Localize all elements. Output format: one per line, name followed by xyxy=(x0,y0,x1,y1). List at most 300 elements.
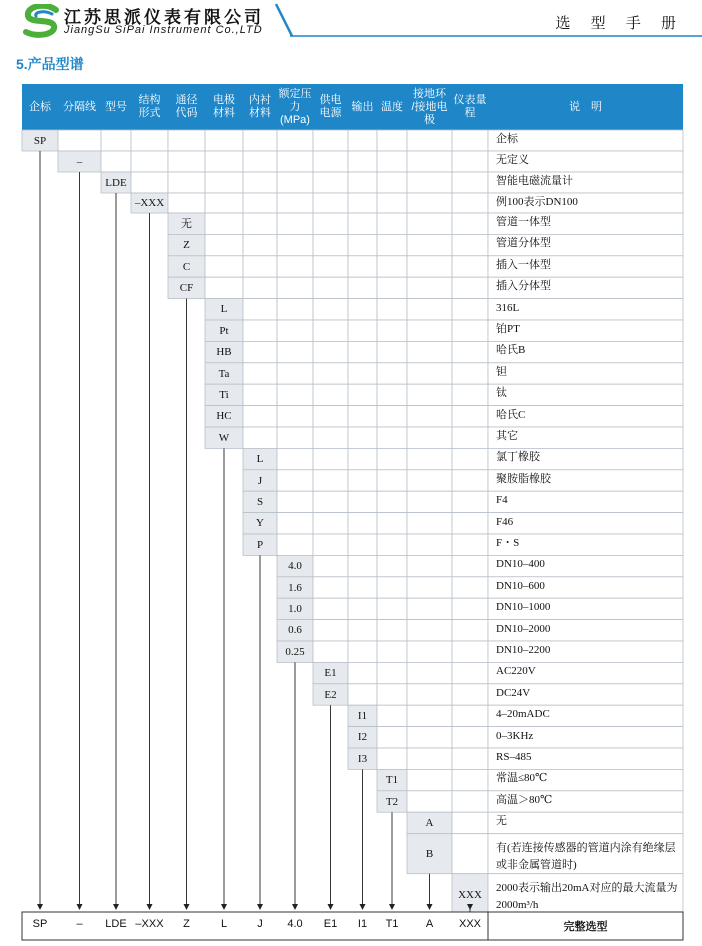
grid-cell xyxy=(277,427,313,448)
grid-cell xyxy=(377,256,407,277)
grid-cell xyxy=(452,193,488,213)
grid-cell xyxy=(348,491,377,512)
grid-cell xyxy=(377,684,407,705)
grid-cell xyxy=(377,748,407,769)
grid-cell xyxy=(377,534,407,555)
grid-cell xyxy=(313,256,348,277)
row-description: F4 xyxy=(496,494,508,507)
grid-cell xyxy=(313,193,348,213)
grid-cell xyxy=(407,172,452,193)
grid-cell xyxy=(377,598,407,619)
arrow-head-icon xyxy=(77,904,83,910)
grid-cell xyxy=(377,406,407,427)
summary-code: LDE xyxy=(105,918,127,930)
summary-code: – xyxy=(76,918,83,930)
grid-cell xyxy=(377,213,407,234)
row-code: 无 xyxy=(181,217,192,230)
grid-cell xyxy=(407,513,452,534)
row-description: 智能电磁流量计 xyxy=(496,175,573,187)
grid-cell xyxy=(407,705,452,726)
row-code: 0.6 xyxy=(288,624,302,637)
row-code: Y xyxy=(256,517,264,530)
arrow-head-icon xyxy=(360,904,366,910)
grid-cell xyxy=(452,363,488,384)
header-cell-4: 通径 代码 xyxy=(175,94,198,119)
grid-cell xyxy=(348,684,377,705)
row-description: RS–485 xyxy=(496,751,532,763)
grid-cell xyxy=(277,213,313,234)
summary-code: SP xyxy=(32,918,48,930)
grid-cell xyxy=(377,299,407,320)
grid-cell xyxy=(348,130,377,151)
row-description: 无定义 xyxy=(496,154,529,166)
header-cell-5: 电极 材料 xyxy=(213,94,235,119)
header-cell-13: 说 明 xyxy=(569,100,602,113)
grid-cell xyxy=(452,448,488,469)
grid-cell xyxy=(313,277,348,298)
grid-cell xyxy=(313,427,348,448)
grid-cell xyxy=(277,534,313,555)
summary-code: T1 xyxy=(385,918,399,930)
grid-cell xyxy=(277,406,313,427)
header-cell-12: 仪表量 程 xyxy=(453,94,487,119)
grid-cell xyxy=(313,534,348,555)
grid-cell xyxy=(348,277,377,298)
grid-cell xyxy=(243,193,277,213)
grid-cell xyxy=(377,193,407,213)
row-description: 其它 xyxy=(496,430,518,442)
arrow-head-icon xyxy=(389,904,395,910)
grid-cell xyxy=(407,534,452,555)
grid-cell xyxy=(452,277,488,298)
grid-cell xyxy=(313,641,348,662)
grid-cell xyxy=(407,470,452,491)
grid-cell xyxy=(452,130,488,151)
grid-cell xyxy=(377,130,407,151)
arrow-head-icon xyxy=(37,904,43,910)
grid-cell xyxy=(243,151,277,172)
grid-cell xyxy=(313,341,348,362)
summary-label: 完整选型 xyxy=(563,921,608,933)
row-description: DN10–1000 xyxy=(496,601,551,614)
grid-cell xyxy=(377,577,407,598)
row-description: 插入一体型 xyxy=(496,258,551,271)
grid-cell xyxy=(452,662,488,683)
grid-cell xyxy=(452,384,488,405)
row-code: HC xyxy=(216,410,232,423)
grid-cell xyxy=(313,470,348,491)
row-description: 有(若连接传感器的管道内涂有绝缘层或非金属管道时) xyxy=(496,841,676,871)
grid-cell xyxy=(101,151,131,172)
grid-cell xyxy=(131,151,168,172)
summary-code: XXX xyxy=(458,918,481,930)
row-code: – xyxy=(76,155,83,168)
row-code: LDE xyxy=(105,176,127,189)
arrow-head-icon xyxy=(221,904,227,910)
grid-cell xyxy=(407,662,452,683)
grid-cell xyxy=(348,470,377,491)
grid-cell xyxy=(277,130,313,151)
grid-cell xyxy=(277,384,313,405)
header-cell-2: 型号 xyxy=(105,100,127,113)
header-cell-10: 温度 xyxy=(381,100,403,113)
row-code: XXX xyxy=(458,888,482,901)
grid-cell xyxy=(452,341,488,362)
grid-cell xyxy=(313,513,348,534)
grid-cell xyxy=(131,130,168,151)
grid-cell xyxy=(243,234,277,255)
row-code: T1 xyxy=(385,774,399,787)
arrow-head-icon xyxy=(292,904,298,910)
grid-cell xyxy=(348,598,377,619)
grid-cell xyxy=(377,172,407,193)
grid-cell xyxy=(407,598,452,619)
grid-cell xyxy=(205,193,243,213)
grid-cell xyxy=(452,684,488,705)
grid-cell xyxy=(452,555,488,576)
grid-cell xyxy=(377,448,407,469)
grid-cell xyxy=(407,130,452,151)
row-description: F・S xyxy=(496,537,520,549)
grid-cell xyxy=(348,193,377,213)
header-cell-1: 分隔线 xyxy=(63,100,96,113)
grid-cell xyxy=(168,151,205,172)
grid-cell xyxy=(377,641,407,662)
row-code: I3 xyxy=(357,752,368,765)
grid-cell xyxy=(205,130,243,151)
grid-cell xyxy=(407,277,452,298)
grid-cell xyxy=(277,470,313,491)
grid-cell xyxy=(407,341,452,362)
row-description: DN10–600 xyxy=(496,579,545,592)
row-description: 管道分体型 xyxy=(496,237,551,250)
row-description: 4–20mADC xyxy=(496,708,550,721)
grid-cell xyxy=(313,213,348,234)
row-code: B xyxy=(425,847,434,860)
grid-cell xyxy=(407,363,452,384)
header-cell-6: 内衬 材料 xyxy=(249,94,271,119)
grid-cell xyxy=(348,320,377,341)
grid-cell xyxy=(377,620,407,641)
grid-cell xyxy=(452,234,488,255)
grid-cell xyxy=(377,341,407,362)
header-cell-9: 输出 xyxy=(351,100,374,113)
grid-cell xyxy=(348,513,377,534)
grid-cell xyxy=(277,448,313,469)
row-description: 企标 xyxy=(496,133,518,145)
grid-cell xyxy=(407,727,452,748)
grid-cell xyxy=(407,234,452,255)
grid-cell xyxy=(348,448,377,469)
grid-cell xyxy=(348,641,377,662)
grid-cell xyxy=(407,256,452,277)
grid-cell xyxy=(243,130,277,151)
grid-cell xyxy=(407,151,452,172)
grid-cell xyxy=(243,363,277,384)
grid-cell xyxy=(277,277,313,298)
grid-cell xyxy=(452,427,488,448)
grid-cell xyxy=(377,705,407,726)
grid-cell xyxy=(277,341,313,362)
grid-cell xyxy=(452,812,488,834)
row-description: 聚胺脂橡胶 xyxy=(496,472,551,485)
row-code: –XXX xyxy=(134,197,165,209)
header-cell-11: 接地环 /接地电 极 xyxy=(411,87,448,126)
row-code: I1 xyxy=(357,709,368,722)
row-code: A xyxy=(425,816,434,829)
grid-cell xyxy=(243,384,277,405)
grid-cell xyxy=(452,620,488,641)
row-code: E1 xyxy=(324,667,337,680)
grid-cell xyxy=(377,470,407,491)
grid-cell xyxy=(452,791,488,812)
grid-cell xyxy=(348,427,377,448)
row-code: 0.25 xyxy=(285,645,305,658)
grid-cell xyxy=(348,234,377,255)
grid-cell xyxy=(348,256,377,277)
row-code: T2 xyxy=(385,795,399,808)
grid-cell xyxy=(205,234,243,255)
grid-cell xyxy=(243,277,277,298)
grid-cell xyxy=(377,513,407,534)
header-cell-3: 结构 形式 xyxy=(138,94,161,119)
grid-cell xyxy=(407,769,452,790)
grid-cell xyxy=(313,234,348,255)
header-cell-0: 企标 xyxy=(29,100,51,113)
grid-cell xyxy=(205,256,243,277)
row-code: L xyxy=(220,303,228,316)
grid-cell xyxy=(243,406,277,427)
row-description: 铂PT xyxy=(496,323,520,335)
row-code: 4.0 xyxy=(288,560,302,573)
summary-code: I1 xyxy=(357,918,368,930)
row-code: 1.0 xyxy=(288,602,302,615)
arrow-head-icon xyxy=(147,904,153,910)
grid-cell xyxy=(452,172,488,193)
grid-cell xyxy=(407,491,452,512)
grid-cell xyxy=(277,320,313,341)
grid-cell xyxy=(348,384,377,405)
arrow-head-icon xyxy=(184,904,190,910)
row-description: 钛 xyxy=(496,387,507,400)
grid-cell xyxy=(407,448,452,469)
grid-cell xyxy=(313,151,348,172)
row-description: 钽 xyxy=(496,365,507,378)
row-description: DN10–2000 xyxy=(496,622,551,635)
row-code: S xyxy=(256,495,264,508)
grid-cell xyxy=(407,748,452,769)
grid-cell xyxy=(452,406,488,427)
header-cell-8: 供电 电源 xyxy=(319,94,342,119)
grid-cell xyxy=(377,384,407,405)
grid-cell xyxy=(452,769,488,790)
section-title: 5.产品型谱 xyxy=(16,56,84,72)
row-description: F46 xyxy=(496,515,514,528)
grid-cell xyxy=(452,513,488,534)
grid-cell xyxy=(277,513,313,534)
grid-cell xyxy=(407,427,452,448)
grid-cell xyxy=(407,299,452,320)
grid-cell xyxy=(277,363,313,384)
grid-cell xyxy=(348,151,377,172)
row-code: Ti xyxy=(219,388,229,401)
row-description: 哈氏B xyxy=(496,344,526,357)
grid-cell xyxy=(205,277,243,298)
grid-cell xyxy=(313,299,348,320)
grid-cell xyxy=(452,470,488,491)
summary-code: –XXX xyxy=(135,918,164,930)
grid-cell xyxy=(277,193,313,213)
grid-cell xyxy=(101,130,131,151)
grid-cell xyxy=(313,491,348,512)
row-code: L xyxy=(256,453,264,466)
row-description: 高温＞80℃ xyxy=(496,793,553,806)
row-code: SP xyxy=(33,134,47,147)
grid-cell xyxy=(452,534,488,555)
grid-cell xyxy=(452,834,488,874)
row-description: 插入分体型 xyxy=(496,280,551,293)
row-description: 例100表示DN100 xyxy=(496,196,578,208)
grid-cell xyxy=(348,620,377,641)
row-description: 氯丁橡胶 xyxy=(496,451,540,464)
row-code: C xyxy=(182,260,191,273)
grid-cell xyxy=(313,130,348,151)
grid-cell xyxy=(377,151,407,172)
grid-cell xyxy=(205,151,243,172)
grid-cell xyxy=(452,598,488,619)
row-code: W xyxy=(218,431,230,444)
grid-cell xyxy=(243,299,277,320)
grid-cell xyxy=(348,555,377,576)
manual-label: 选 型 手 册 xyxy=(555,15,684,32)
arrow-head-icon xyxy=(328,904,334,910)
grid-cell xyxy=(131,172,168,193)
grid-cell xyxy=(348,172,377,193)
header-cell-7: 额定压 力 (MPa) xyxy=(278,87,312,126)
grid-cell xyxy=(377,555,407,576)
grid-cell xyxy=(313,620,348,641)
grid-cell xyxy=(243,172,277,193)
grid-cell xyxy=(377,234,407,255)
grid-cell xyxy=(377,277,407,298)
row-code: CF xyxy=(179,281,194,294)
row-code: HB xyxy=(216,346,232,359)
summary-code: Z xyxy=(183,918,190,930)
row-description: DC24V xyxy=(496,686,531,699)
row-code: J xyxy=(257,474,263,487)
row-code: Ta xyxy=(218,367,230,380)
grid-cell xyxy=(377,491,407,512)
arrow-head-icon xyxy=(257,904,263,910)
grid-cell xyxy=(205,172,243,193)
grid-cell xyxy=(277,234,313,255)
arrow-head-icon xyxy=(427,904,433,910)
row-description: 管道一体型 xyxy=(496,216,551,228)
grid-cell xyxy=(313,555,348,576)
grid-cell xyxy=(377,727,407,748)
grid-cell xyxy=(58,130,101,151)
grid-cell xyxy=(377,363,407,384)
row-code: Z xyxy=(183,239,190,252)
grid-cell xyxy=(348,341,377,362)
row-description: 哈氏C xyxy=(496,408,526,421)
summary-code: E1 xyxy=(323,918,338,930)
summary-code: L xyxy=(220,918,228,930)
row-description: AC220V xyxy=(496,665,536,678)
grid-cell xyxy=(243,427,277,448)
grid-cell xyxy=(243,320,277,341)
row-code: P xyxy=(256,538,264,551)
row-code: 1.6 xyxy=(288,581,302,594)
grid-cell xyxy=(313,384,348,405)
grid-cell xyxy=(377,662,407,683)
grid-cell xyxy=(452,727,488,748)
grid-cell xyxy=(313,172,348,193)
company-name-cn: 江苏思派仪表有限公司 xyxy=(64,8,264,27)
grid-cell xyxy=(348,577,377,598)
grid-cell xyxy=(407,577,452,598)
row-description: DN10–400 xyxy=(496,558,545,571)
grid-cell xyxy=(407,406,452,427)
grid-cell xyxy=(313,598,348,619)
grid-cell xyxy=(277,172,313,193)
grid-cell xyxy=(407,213,452,234)
grid-cell xyxy=(313,363,348,384)
row-code: Pt xyxy=(219,324,229,337)
grid-cell xyxy=(243,213,277,234)
row-description: DN10–2200 xyxy=(496,644,551,656)
grid-cell xyxy=(168,172,205,193)
row-description: 316L xyxy=(496,301,520,314)
grid-cell xyxy=(277,256,313,277)
summary-code: 4.0 xyxy=(287,918,303,930)
grid-cell xyxy=(277,151,313,172)
grid-cell xyxy=(452,577,488,598)
grid-cell xyxy=(407,555,452,576)
grid-cell xyxy=(205,213,243,234)
grid-cell xyxy=(407,384,452,405)
grid-cell xyxy=(243,256,277,277)
grid-cell xyxy=(243,341,277,362)
row-description: 2000表示输出20mA对应的最大流量为2000m³/h xyxy=(496,881,678,911)
grid-cell xyxy=(348,299,377,320)
grid-cell xyxy=(348,534,377,555)
grid-cell xyxy=(168,193,205,213)
grid-cell xyxy=(407,620,452,641)
grid-cell xyxy=(407,320,452,341)
grid-cell xyxy=(452,256,488,277)
grid-cell xyxy=(407,641,452,662)
row-code: E2 xyxy=(324,688,337,701)
row-description: 0–3KHz xyxy=(496,729,534,742)
grid-cell xyxy=(277,299,313,320)
summary-code: J xyxy=(257,918,263,930)
grid-cell xyxy=(452,299,488,320)
grid-cell xyxy=(313,406,348,427)
grid-cell xyxy=(452,705,488,726)
grid-cell xyxy=(377,427,407,448)
company-name-en: JiangSu SiPai Instrument Co.,LTD xyxy=(64,24,263,36)
grid-cell xyxy=(377,320,407,341)
row-description: 无 xyxy=(496,815,507,828)
grid-cell xyxy=(452,320,488,341)
grid-cell xyxy=(168,130,205,151)
grid-cell xyxy=(277,491,313,512)
grid-cell xyxy=(407,791,452,812)
grid-cell xyxy=(452,641,488,662)
grid-cell xyxy=(452,213,488,234)
grid-cell xyxy=(348,213,377,234)
